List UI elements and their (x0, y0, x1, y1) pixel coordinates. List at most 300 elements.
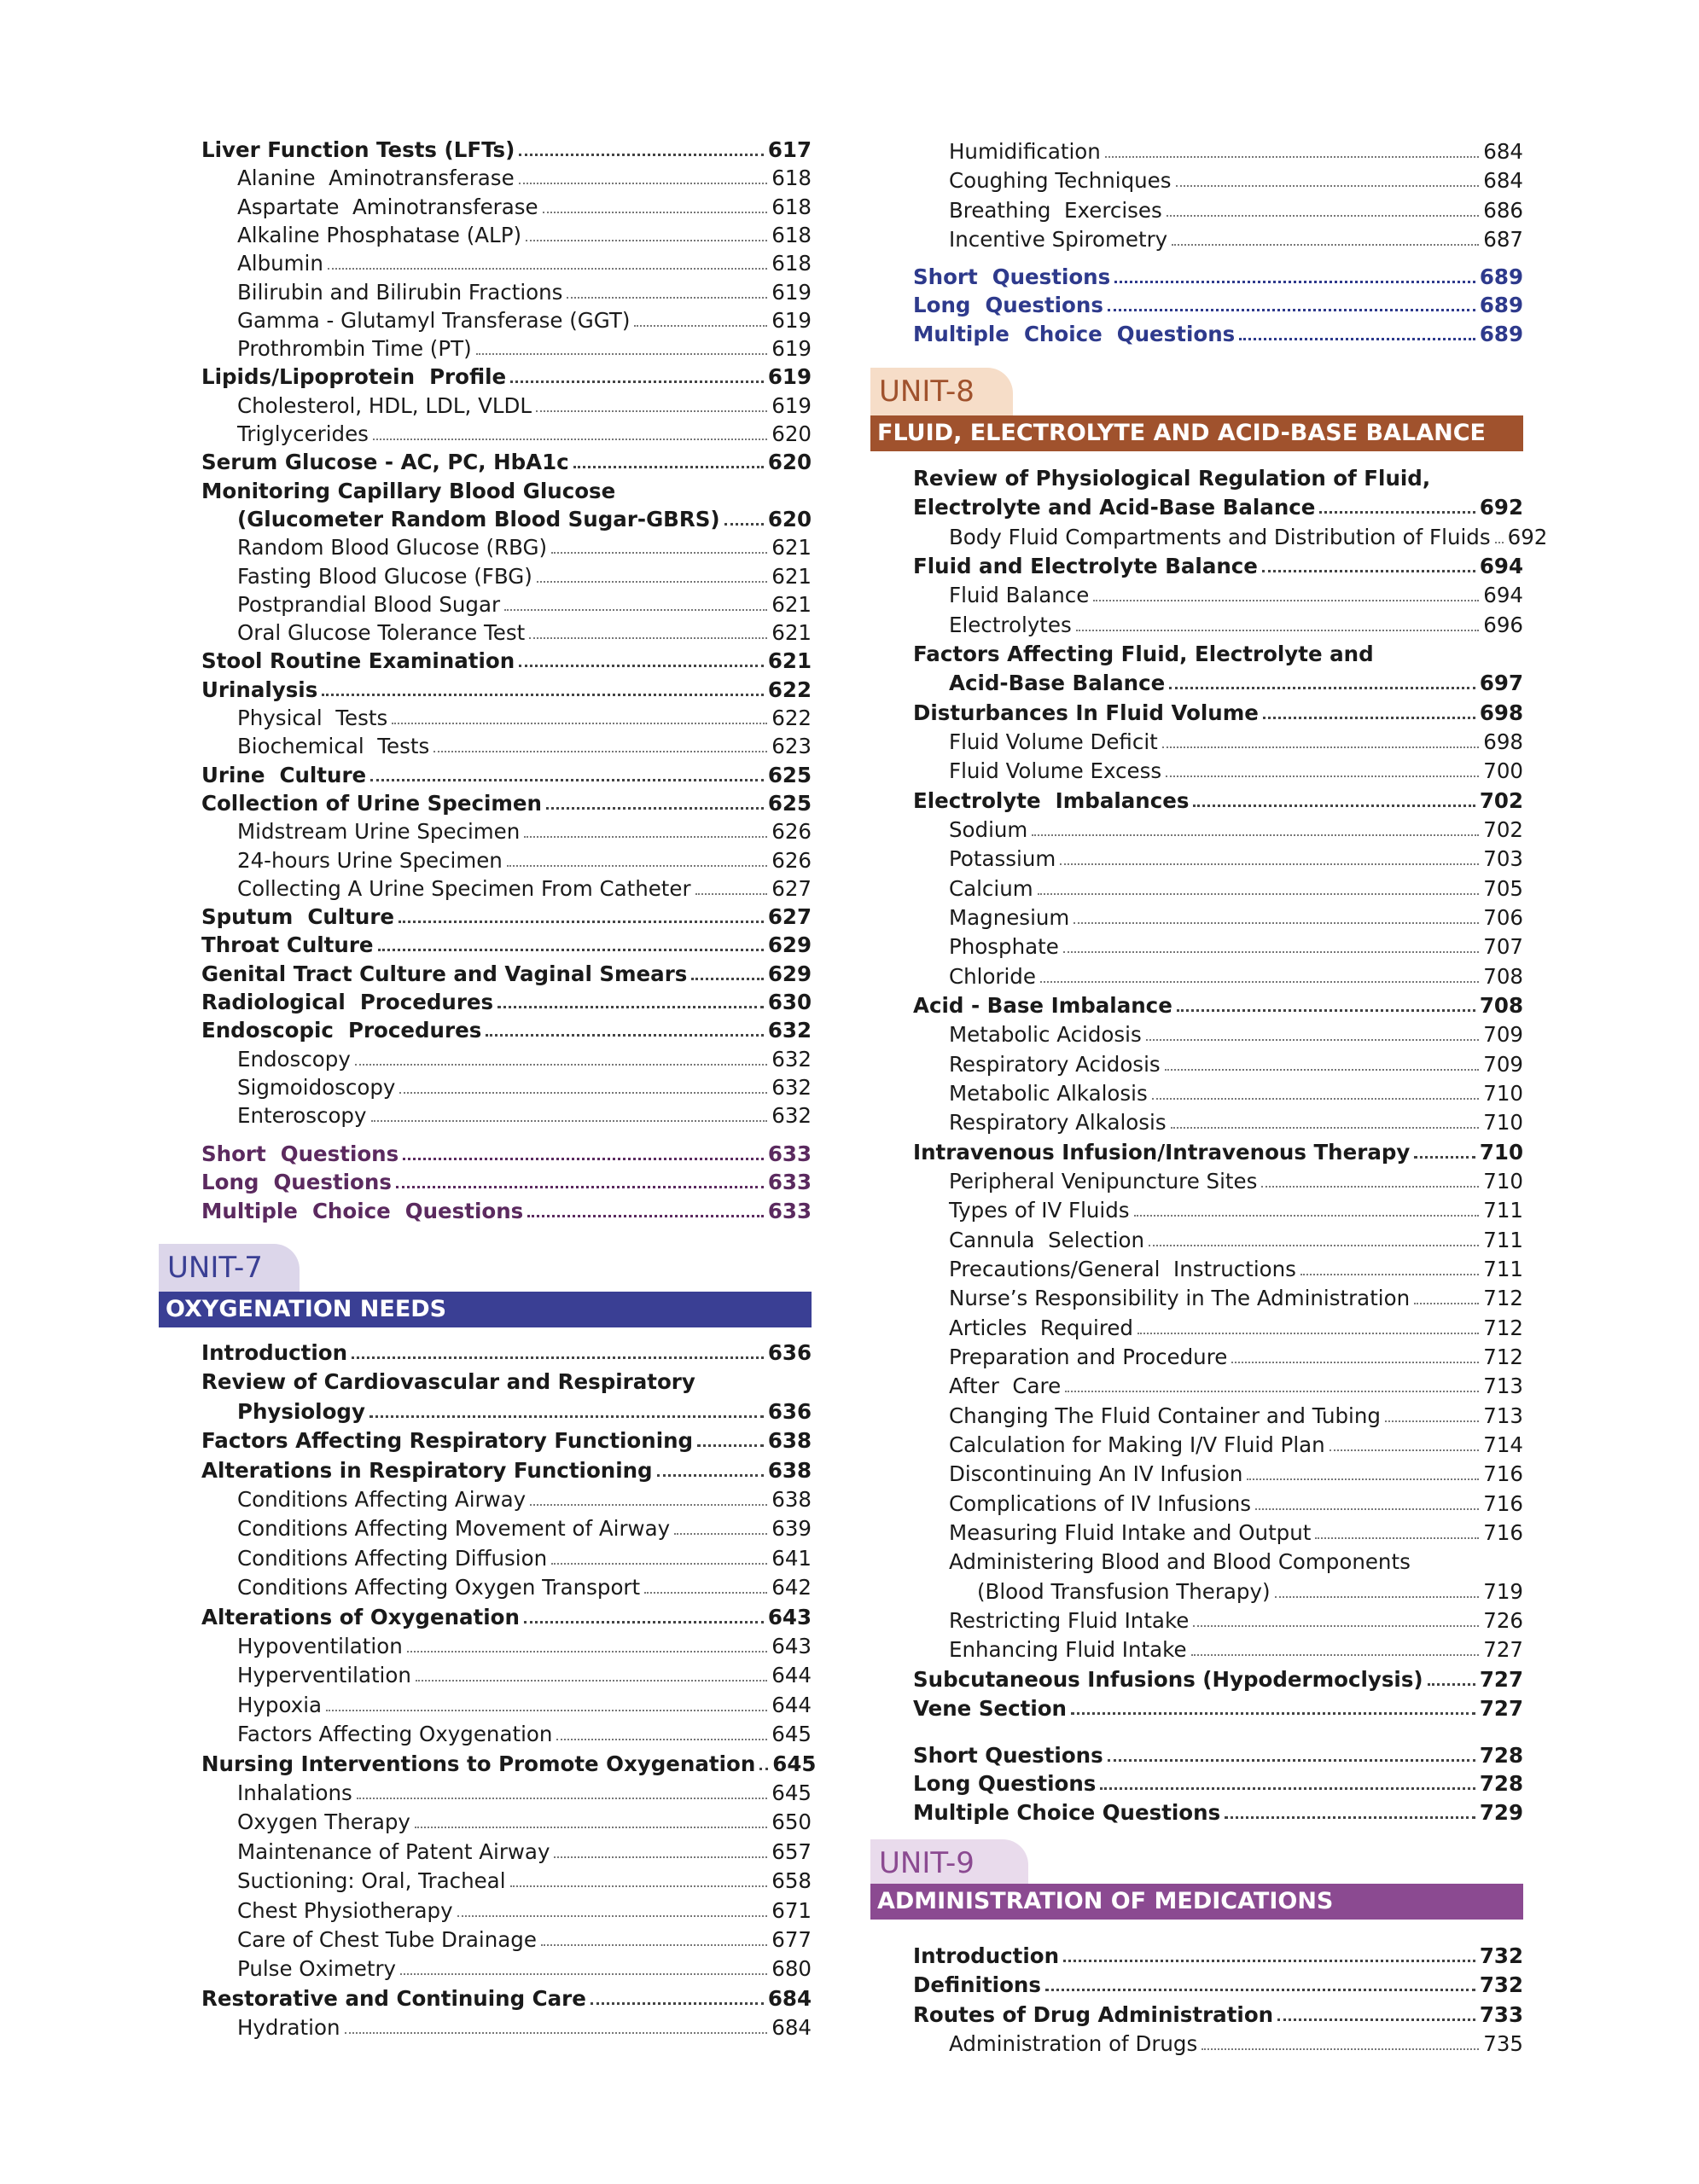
entry-title: Pulse Oximetry (237, 1956, 397, 1982)
toc-entry (237, 1780, 812, 1807)
toc-entry (237, 335, 812, 363)
page-number: 711 (1483, 1198, 1523, 1223)
unit-title: FLUID, ELECTROLYTE AND ACID-BASE BALANCE (870, 415, 1523, 451)
entry-title: Hypoxia (237, 1692, 323, 1717)
dot-leader (1330, 1449, 1480, 1451)
entry-title: Long Questions (201, 1170, 392, 1195)
toc-entry (949, 1461, 1523, 1488)
page-number: 709 (1483, 1051, 1523, 1077)
page-number: 713 (1483, 1403, 1523, 1428)
dot-leader (345, 2032, 768, 2034)
page-number: 689 (1479, 293, 1523, 318)
toc-heading (201, 762, 812, 789)
unit-title: ADMINISTRATION OF MEDICATIONS (870, 1884, 1523, 1920)
dot-leader (507, 865, 767, 867)
entry-title: Multiple Choice Questions (201, 1198, 524, 1223)
toc-entry (237, 705, 812, 732)
entry-title: Suctioning: Oral, Tracheal (237, 1868, 506, 1894)
dot-leader (357, 1798, 767, 1799)
dot-leader (396, 1186, 764, 1188)
entry-title: Types of IV Fluids (949, 1198, 1130, 1223)
toc-entry (949, 1168, 1523, 1195)
toc-entry (237, 1692, 812, 1719)
question-entry (201, 1198, 812, 1225)
dot-leader (1193, 1625, 1479, 1627)
toc-entry (949, 226, 1523, 253)
dot-leader (1108, 309, 1475, 311)
toc-entry (237, 1574, 812, 1601)
toc-entry (237, 165, 812, 192)
toc-heading (201, 1604, 812, 1631)
page-number: 703 (1483, 846, 1523, 872)
entry-title: Short Questions (201, 1141, 399, 1166)
page-number: 727 (1479, 1666, 1523, 1692)
dot-leader (433, 751, 767, 752)
toc-heading (201, 1339, 812, 1367)
toc-entry (237, 1486, 812, 1513)
toc-heading (913, 1972, 1523, 1999)
dot-leader (1495, 542, 1504, 543)
page-number: 630 (767, 990, 812, 1014)
page-number: 636 (767, 1340, 812, 1365)
page-number: 719 (1483, 1578, 1523, 1604)
entry-title: Long Questions (913, 1771, 1097, 1797)
dot-leader (1191, 1654, 1480, 1656)
page-number: 632 (771, 1046, 812, 1072)
page-number: 728 (1479, 1771, 1523, 1797)
toc-heading (201, 932, 812, 959)
page-number: 618 (771, 222, 812, 247)
entry-title: Short Questions (913, 1743, 1103, 1768)
entry-title: Short Questions (913, 264, 1111, 289)
dot-leader (416, 1680, 767, 1682)
page-number: 627 (767, 904, 812, 930)
page-number: 677 (771, 1927, 812, 1952)
toc-entry (949, 1051, 1523, 1078)
toc-entry (949, 1256, 1523, 1283)
toc-entry (949, 933, 1523, 961)
toc-heading (913, 787, 1523, 815)
entry-title: Cannula Selection (949, 1227, 1145, 1252)
dot-leader (1414, 1156, 1475, 1159)
page-number: 706 (1483, 904, 1523, 930)
entry-title: Coughing Techniques (949, 168, 1172, 194)
page-number: 727 (1483, 1637, 1523, 1663)
dot-leader (519, 154, 764, 156)
dot-leader (1165, 1069, 1480, 1071)
page-number: 632 (771, 1103, 812, 1129)
page-number: 622 (767, 677, 812, 702)
entry-title: Inhalations (237, 1780, 352, 1805)
dot-leader (1032, 834, 1479, 836)
entry-title: Conditions Affecting Movement of Airway (237, 1516, 671, 1542)
dot-leader (519, 183, 768, 184)
entry-title: Humidification (949, 139, 1101, 164)
page-number: 709 (1483, 1022, 1523, 1048)
toc-entry (237, 1102, 812, 1130)
toc-entry (949, 197, 1523, 224)
toc-entry (237, 591, 812, 619)
page-number: 689 (1479, 321, 1523, 346)
dot-leader (695, 893, 768, 895)
page-number: 626 (771, 847, 812, 873)
dot-leader (691, 978, 763, 980)
entry-title: Conditions Affecting Airway (237, 1487, 527, 1512)
entry-title: Sodium (949, 816, 1028, 842)
toc-entry (237, 307, 812, 334)
dot-leader (530, 1504, 767, 1506)
toc-entry (949, 2030, 1523, 2058)
dot-leader (724, 523, 764, 526)
entry-title: Definitions (913, 1972, 1041, 1998)
page-number: 629 (767, 932, 812, 958)
toc-heading (201, 1368, 812, 1396)
entry-title: Aspartate Aminotransferase (237, 194, 538, 219)
page-number: 726 (1483, 1607, 1523, 1633)
page-number: 713 (1483, 1374, 1523, 1399)
page-number: 618 (771, 194, 812, 219)
dot-leader (536, 410, 767, 412)
dot-leader (352, 1356, 764, 1359)
dot-leader (1231, 1362, 1479, 1363)
dot-leader (546, 807, 764, 810)
dot-leader (1045, 1989, 1475, 1991)
entry-title: Cholesterol, HDL, LDL, VLDL (237, 392, 532, 418)
page-number: 644 (771, 1663, 812, 1688)
dot-leader (1193, 804, 1475, 807)
dot-leader (1152, 1098, 1480, 1100)
page-number: 619 (767, 364, 812, 390)
dot-leader (1138, 1333, 1479, 1334)
toc-entry (237, 506, 812, 533)
entry-title: Restorative and Continuing Care (201, 1985, 586, 2011)
page-number: 633 (767, 1170, 812, 1195)
page-number: 696 (1483, 612, 1523, 637)
toc-entry (949, 1197, 1523, 1224)
page-number: 705 (1483, 875, 1523, 901)
entry-title: Radiological Procedures (201, 990, 494, 1014)
dot-leader (392, 723, 767, 724)
dot-leader (1261, 1186, 1479, 1188)
entry-title: Conditions Affecting Diffusion (237, 1545, 548, 1571)
page-number: 711 (1483, 1227, 1523, 1252)
toc-heading (201, 363, 812, 391)
dot-leader (378, 949, 764, 951)
toc-heading (201, 136, 812, 164)
entry-title: Respiratory Alkalosis (949, 1110, 1167, 1136)
toc-entry (237, 1955, 812, 1983)
dot-leader (1275, 1596, 1480, 1598)
entry-title: Random Blood Glucose (RBG) (237, 535, 548, 561)
page-number: 620 (767, 506, 812, 531)
entry-title: Bilirubin and Bilirubin Fractions (237, 279, 563, 305)
dot-leader (1162, 746, 1479, 748)
page-number: 639 (771, 1516, 812, 1542)
page-number: 633 (767, 1141, 812, 1166)
toc-heading (201, 903, 812, 931)
page-number: 684 (771, 2015, 812, 2041)
dot-leader (476, 353, 768, 355)
page-number: 619 (771, 392, 812, 418)
toc-entry (237, 2014, 812, 2042)
toc-entry (949, 1607, 1523, 1635)
toc-heading (201, 648, 812, 675)
toc-entry (949, 845, 1523, 873)
entry-title: Postprandial Blood Sugar (237, 591, 501, 617)
toc-heading (949, 670, 1523, 697)
page-number: 714 (1483, 1432, 1523, 1457)
entry-title: Enteroscopy (237, 1103, 367, 1129)
entry-title: Nursing Interventions to Promote Oxygenation (201, 1751, 756, 1776)
entry-title: Measuring Fluid Intake and Output (949, 1519, 1312, 1545)
page-number: 702 (1479, 787, 1523, 813)
page-number: 694 (1483, 583, 1523, 608)
page-number: 684 (1483, 139, 1523, 164)
page-number: 638 (767, 1428, 812, 1454)
dot-leader (497, 1006, 764, 1008)
unit-tab: UNIT-9 (870, 1839, 1028, 1887)
entry-title: Oral Glucose Tolerance Test (237, 620, 526, 646)
dot-leader (551, 552, 767, 554)
entry-title: Fluid Volume Excess (949, 758, 1162, 784)
toc-heading (201, 1017, 812, 1044)
entry-title: Acid - Base Imbalance (913, 992, 1172, 1018)
toc-entry (949, 904, 1523, 932)
dot-leader (1202, 2048, 1479, 2050)
dot-leader (1105, 156, 1479, 158)
page-number: 621 (767, 648, 812, 674)
page-number: 728 (1479, 1743, 1523, 1768)
toc-entry (949, 138, 1523, 166)
page-number: 692 (1479, 495, 1523, 520)
entry-title: Magnesium (949, 904, 1070, 930)
dot-leader (407, 1651, 768, 1653)
page-number: 620 (771, 421, 812, 446)
toc-entry (237, 1662, 812, 1689)
entry-title: Changing The Fluid Container and Tubing (949, 1403, 1381, 1428)
toc-entry (949, 1519, 1523, 1547)
toc-entry (237, 733, 812, 760)
dot-leader (1385, 1420, 1479, 1422)
page-number: 621 (771, 620, 812, 646)
toc-entry (237, 1545, 812, 1572)
page-number: 621 (771, 535, 812, 561)
page-number: 619 (771, 307, 812, 333)
toc-entry (237, 818, 812, 845)
toc-entry (237, 875, 812, 903)
dot-leader (400, 1973, 767, 1975)
page-number: 698 (1483, 729, 1523, 754)
toc-entry (949, 758, 1523, 785)
page-number: 650 (771, 1809, 812, 1835)
entry-title: Oxygen Therapy (237, 1809, 410, 1835)
entry-title: Endoscopic Procedures (201, 1018, 482, 1043)
entry-title: Calculation for Making I/V Fluid Plan (949, 1432, 1325, 1457)
page-number: 645 (772, 1751, 817, 1776)
dot-leader (541, 1944, 767, 1946)
entry-title: Preparation and Procedure (949, 1344, 1228, 1369)
dot-leader (573, 466, 764, 468)
page-number: 727 (1479, 1695, 1523, 1721)
toc-heading (913, 992, 1523, 1019)
dot-leader (1149, 1245, 1479, 1246)
entry-title: Review of Physiological Regulation of Fluid, (913, 466, 1431, 491)
page-number: 643 (767, 1604, 812, 1629)
page-number: 697 (1479, 671, 1523, 696)
toc-heading (913, 641, 1523, 668)
dot-leader (399, 921, 764, 923)
toc-entry (949, 1432, 1523, 1459)
entry-title: Introduction (201, 1340, 348, 1365)
page-number: 710 (1483, 1080, 1523, 1106)
dot-leader (537, 581, 767, 583)
entry-title: Factors Affecting Oxygenation (237, 1722, 553, 1747)
page-number: 689 (1479, 264, 1523, 289)
page-number: 658 (771, 1868, 812, 1894)
toc-entry (949, 1080, 1523, 1107)
dot-leader (373, 439, 767, 440)
page-number: 617 (767, 137, 812, 162)
question-entry (201, 1141, 812, 1168)
entry-title: Albumin (237, 251, 323, 276)
dot-leader (1172, 244, 1479, 246)
unit-title: OXYGENATION NEEDS (159, 1292, 812, 1327)
question-entry (913, 292, 1523, 319)
dot-leader (371, 1120, 768, 1122)
entry-title: Breathing Exercises (949, 197, 1162, 223)
entry-title: Triglycerides (237, 421, 369, 446)
page-number: 619 (771, 279, 812, 305)
toc-entry (237, 1809, 812, 1836)
toc-entry (237, 1633, 812, 1660)
dot-leader (1038, 893, 1480, 895)
page-number: 619 (771, 336, 812, 362)
entry-title: Urinalysis (201, 677, 318, 702)
entry-title: Peripheral Venipuncture Sites (949, 1168, 1258, 1194)
page-number: 698 (1479, 700, 1523, 725)
page-number: 671 (771, 1897, 812, 1923)
toc-entry (237, 392, 812, 420)
dot-leader (674, 1533, 767, 1535)
toc-heading (913, 1666, 1523, 1693)
toc-heading (913, 700, 1523, 727)
dot-leader (1134, 1215, 1480, 1217)
dot-leader (399, 1092, 767, 1094)
entry-title: Factors Affecting Respiratory Functioning (201, 1428, 694, 1454)
entry-title: Collecting A Urine Specimen From Catheter (237, 875, 691, 901)
toc-entry (949, 1109, 1523, 1136)
entry-title: Endoscopy (237, 1046, 351, 1072)
toc-entry (949, 1490, 1523, 1518)
toc-entry (949, 729, 1523, 756)
dot-leader (1065, 1391, 1479, 1392)
dot-leader (1166, 775, 1479, 777)
toc-entry (949, 875, 1523, 903)
toc-entry (949, 816, 1523, 844)
page-number: 733 (1479, 2001, 1523, 2027)
entry-title: Alterations of Oxygenation (201, 1604, 520, 1629)
toc-entry (237, 421, 812, 448)
dot-leader (1063, 1960, 1475, 1962)
page-number: 708 (1483, 963, 1523, 989)
toc-entry (949, 524, 1548, 551)
question-entry (913, 1770, 1523, 1798)
entry-title: Midstream Urine Specimen (237, 819, 521, 845)
toc-entry (237, 1926, 812, 1954)
toc-heading (201, 1427, 812, 1455)
entry-title: Fluid Volume Deficit (949, 729, 1158, 754)
entry-title: Electrolyte and Acid-Base Balance (913, 495, 1316, 520)
entry-title: Routes of Drug Administration (913, 2001, 1274, 2027)
page-number: 710 (1483, 1168, 1523, 1194)
page-number: 618 (771, 166, 812, 191)
toc-heading (201, 478, 812, 505)
toc-entry (237, 1867, 812, 1895)
entry-title: Subcutaneous Infusions (Hypodermoclysis) (913, 1666, 1423, 1692)
dot-leader (1171, 1127, 1480, 1129)
dot-leader (328, 268, 767, 270)
dot-leader (504, 609, 767, 611)
dot-leader (355, 1064, 767, 1066)
page-number: 636 (767, 1398, 812, 1424)
page-number: 716 (1483, 1490, 1523, 1516)
entry-title: Hypoventilation (237, 1634, 403, 1658)
entry-title: Fasting Blood Glucose (FBG) (237, 563, 532, 589)
question-entry (913, 1799, 1523, 1827)
dot-leader (1076, 630, 1480, 631)
entry-title: Genital Tract Culture and Vaginal Smears (201, 961, 688, 986)
page-number: 700 (1483, 758, 1523, 784)
page-number: 686 (1483, 197, 1523, 223)
toc-entry (949, 1315, 1523, 1342)
toc-entry (237, 194, 812, 221)
entry-title: Enhancing Fluid Intake (949, 1637, 1187, 1663)
toc-entry (237, 279, 812, 306)
entry-title: Discontinuing An IV Infusion (949, 1461, 1243, 1487)
entry-title: (Glucometer Random Blood Sugar-GBRS) (237, 506, 720, 531)
page-number: 627 (771, 875, 812, 901)
entry-title: After Care (949, 1374, 1062, 1399)
dot-leader (415, 1827, 767, 1828)
dot-leader (1247, 1478, 1479, 1480)
entry-title: Phosphate (949, 934, 1059, 960)
page-number: 684 (767, 1985, 812, 2011)
entry-title: Alterations in Respiratory Functioning (201, 1457, 653, 1483)
page-number: 657 (771, 1838, 812, 1864)
entry-title: Physiology (237, 1398, 365, 1424)
entry-title: Conditions Affecting Oxygen Transport (237, 1575, 641, 1600)
toc-entry (949, 1285, 1523, 1312)
dot-leader (759, 1768, 768, 1770)
page-number: 680 (771, 1956, 812, 1982)
entry-title: Factors Affecting Fluid, Electrolyte and (913, 641, 1374, 666)
entry-title: Calcium (949, 875, 1033, 901)
entry-title: Multiple Choice Questions (913, 321, 1236, 346)
toc-heading (913, 465, 1523, 492)
page-number: 632 (767, 1018, 812, 1043)
entry-title: Administering Blood and Blood Components (949, 1549, 1411, 1575)
page-number: 638 (767, 1457, 812, 1483)
page-number: 641 (771, 1545, 812, 1571)
entry-title: Maintenance of Patent Airway (237, 1838, 550, 1864)
toc-entry (237, 534, 812, 561)
page-number: 622 (771, 706, 812, 730)
unit-tab: UNIT-7 (159, 1244, 300, 1292)
page-number: 684 (1483, 168, 1523, 194)
dot-leader (524, 836, 767, 838)
page-number: 707 (1483, 934, 1523, 960)
dot-leader (526, 240, 767, 241)
